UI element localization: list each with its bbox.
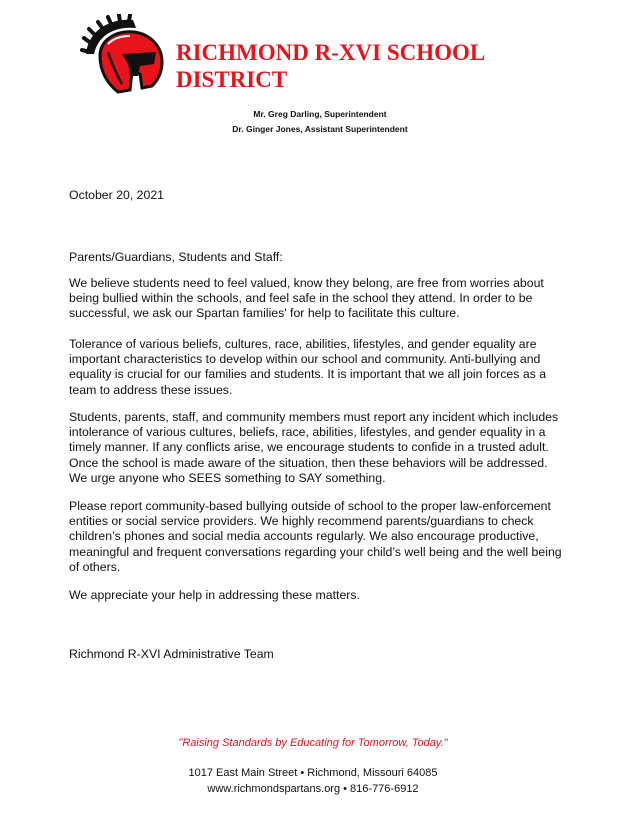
- paragraph: Please report community-based bullying outside of school to the proper law-enforcement entities or social service providers. We highly recommend parents/guardians to check children’s phones and social media accounts regularly. We also encourage productive, meaningful and frequent conversations regarding your child’s well being and the well being of others.: [69, 499, 562, 574]
- spartan-helmet-icon: [78, 14, 168, 96]
- contact-line: www.richmondspartans.org • 816-776-6912: [207, 783, 419, 795]
- signature: Richmond R-XVI Administrative Team: [69, 647, 274, 661]
- paragraph: We appreciate your help in addressing these matters.: [69, 588, 360, 602]
- officials-block: [190, 107, 450, 137]
- assistant-superintendent-name: Dr. Ginger Jones, Assistant Superintendent: [232, 124, 408, 134]
- paragraph: We believe students need to feel valued, know they belong, are free from worries about being bullied within the schools, and feel safe in the school they attend. In order to be successful, we ask our Spartan families' for help to facilitate this culture.: [69, 276, 544, 321]
- paragraph: Tolerance of various beliefs, cultures, race, abilities, lifestyles, and gender equality are important characteristics to develop within our school and community. Anti-bullying and equality is crucial for our families and students. It is important that we all join forces as a team to address these issues.: [69, 337, 547, 397]
- district-name: RICHMOND R-XVI SCHOOL DISTRICT: [176, 40, 484, 92]
- superintendent-name: Mr. Greg Darling, Superintendent: [253, 109, 387, 119]
- salutation: Parents/Guardians, Students and Staff:: [69, 250, 283, 264]
- paragraph: Students, parents, staff, and community members must report any incident which includes intolerance of various cultures, beliefs, race, abilities, lifestyles, and gender equality in a timely manner. If any conflicts arise, we encourage students to confide in a trusted adult. Once the school is made aware of the situation, then these behaviors will be addressed. We urge anyone who SEES something to SAY something.: [69, 410, 559, 485]
- motto: "Raising Standards by Educating for Tomorrow, Today.": [178, 737, 448, 749]
- address-block: [0, 765, 626, 797]
- street-address: 1017 East Main Street • Richmond, Missouri 64085: [188, 767, 438, 779]
- letter-date: October 20, 2021: [69, 188, 165, 202]
